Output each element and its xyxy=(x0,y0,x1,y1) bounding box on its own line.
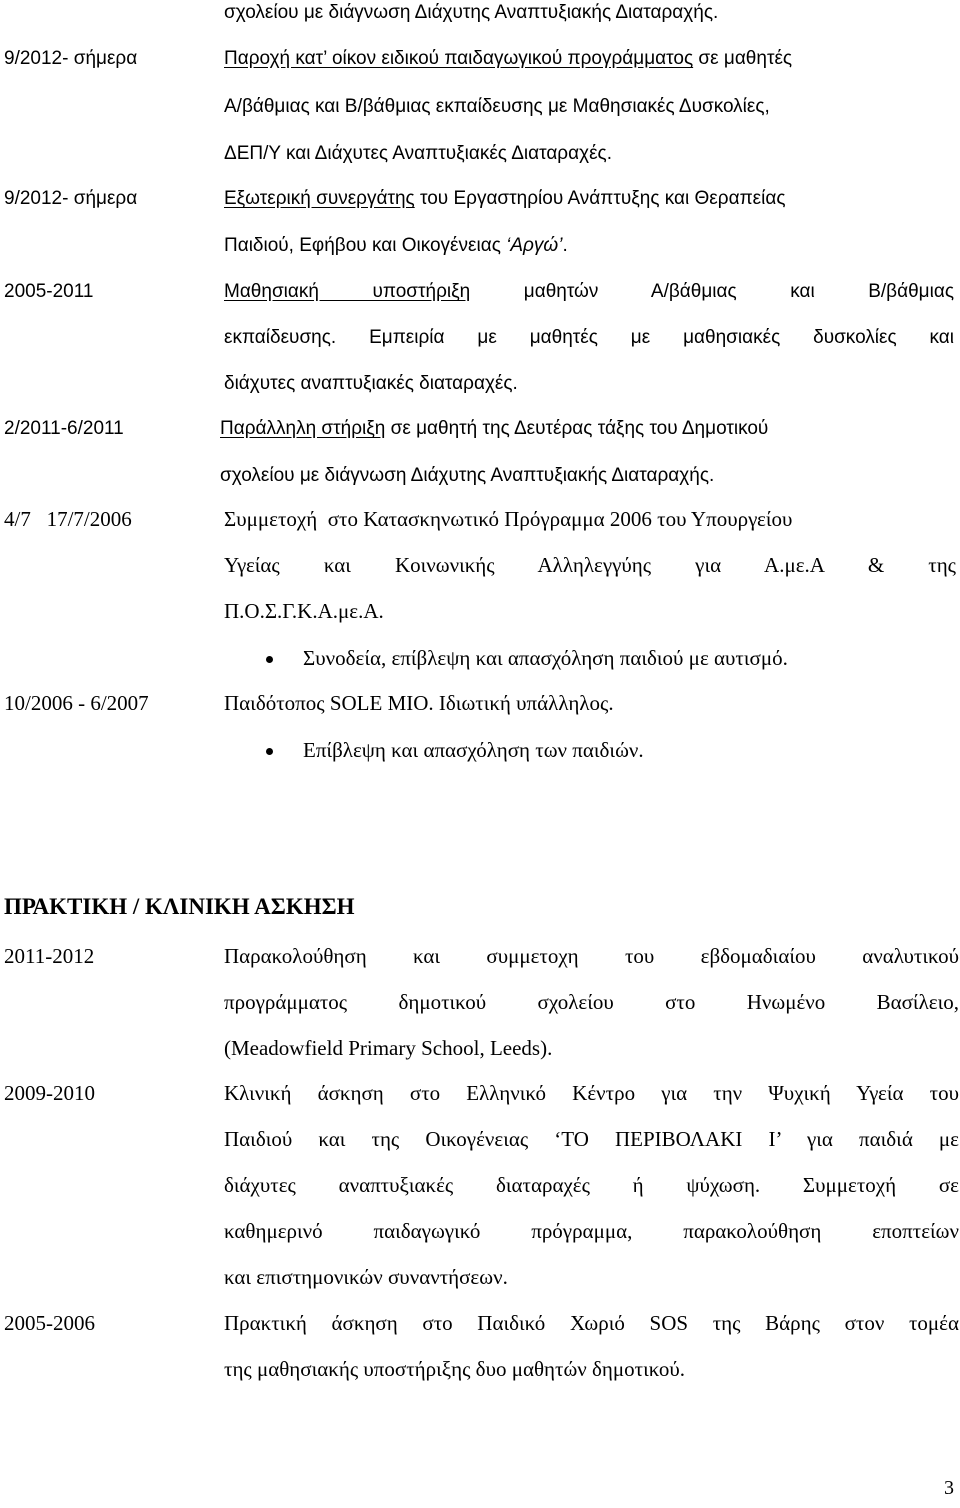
entry-text: εκπαίδευσης. Εμπειρία με μαθητές με μαθησιακές δυσκολίες και xyxy=(224,327,954,348)
entry-line xyxy=(224,282,954,301)
org-name: ‘Αργώ’ xyxy=(506,235,563,256)
entry-line xyxy=(224,1083,959,1104)
bullet-icon xyxy=(266,748,273,755)
entry-text: . xyxy=(562,235,568,256)
entry-line: Παιδότοπος SOLE MIO. Ιδιωτική υπάλληλος. xyxy=(224,691,614,715)
entry-line xyxy=(224,946,959,967)
entry-date: 9/2012- σήμερα xyxy=(4,48,138,69)
entry-line xyxy=(224,236,568,255)
entry-line xyxy=(224,992,959,1013)
entry-text: Παρακολούθηση και συμμετοχη του εβδομαδιαίου αναλυτικού xyxy=(224,944,959,968)
entry-date: 2009-2010 xyxy=(4,1081,95,1105)
entry-line: ΔΕΠ/Υ και Διάχυτες Αναπτυξιακές Διαταραχές. xyxy=(224,143,612,164)
entry-line: Α/βάθμιας και Β/βάθμιας εκπαίδευσης με Μαθησιακές Δυσκολίες, xyxy=(224,96,770,117)
entry-line: και επιστημονικών συναντήσεων. xyxy=(224,1265,508,1289)
entry-date: 2005-2011 xyxy=(4,281,94,302)
page-number: 3 xyxy=(944,1477,954,1499)
entry-text: του Εργαστηρίου Ανάπτυξης και Θεραπείας xyxy=(414,188,786,209)
bullet-icon xyxy=(266,656,273,663)
entry-line: Συμμετοχή στο Κατασκηνωτικό Πρόγραμμα 2006 του Υπουργείου xyxy=(224,507,793,531)
section-heading: ΠΡΑΚΤΙΚΗ / ΚΛΙΝΙΚΗ ΑΣΚΗΣΗ xyxy=(4,894,355,919)
entry-text: μαθητών Α/βάθμιας και Β/βάθμιας xyxy=(470,281,954,302)
entry-title: Παράλληλη στήριξη xyxy=(220,418,386,439)
entry-line xyxy=(224,1313,959,1334)
entry-line xyxy=(224,1175,959,1196)
entry-line xyxy=(224,1221,959,1242)
entry-text: Πρακτική άσκηση στο Παιδικό Χωριό SOS της Βάρης στον τομέα xyxy=(224,1311,959,1335)
entry-date: 2005-2006 xyxy=(4,1311,95,1335)
entry-line xyxy=(224,49,792,68)
entry-line: διάχυτες αναπτυξιακές διαταραχές. xyxy=(224,373,518,394)
entry-text: Υγείας και Κοινωνικής Αλληλεγγύης για Α.με.Α & της xyxy=(224,553,956,577)
entry-date: 10/2006 - 6/2007 xyxy=(4,691,149,715)
entry-text: προγράμματος δημοτικού σχολείου στο Ηνωμένο Βασίλειο, xyxy=(224,990,959,1014)
entry-text: σε μαθητές xyxy=(693,48,793,69)
entry-text: καθημερινό παιδαγωγικό πρόγραμμα, παρακολούθηση εποπτείων xyxy=(224,1219,959,1243)
entry-date: 2011-2012 xyxy=(4,944,95,968)
entry-line: σχολείου με διάγνωση Διάχυτης Αναπτυξιακής Διαταραχής. xyxy=(220,465,715,486)
bullet-item: Επίβλεψη και απασχόληση των παιδιών. xyxy=(303,738,644,762)
entry-line xyxy=(224,328,954,347)
entry-line: (Meadowfield Primary School, Leeds). xyxy=(224,1036,553,1060)
entry-date: 4/7 17/7/2006 xyxy=(4,507,132,531)
entry-text: Παιδιού και της Οικογένειας ‘ΤΟ ΠΕΡΙΒΟΛΑΚΙ Ι’ για παιδιά με xyxy=(224,1127,959,1151)
entry-title: Εξωτερική συνεργάτης xyxy=(224,188,415,209)
entry-title: Μαθησιακή υποστήριξη xyxy=(224,281,471,302)
entry-date: 2/2011-6/2011 xyxy=(4,418,124,439)
entry-line xyxy=(224,189,786,208)
entry-line xyxy=(220,419,768,438)
entry-text: Κλινική άσκηση στο Ελληνικό Κέντρο για την Ψυχική Υγεία του xyxy=(224,1081,959,1105)
entry-line xyxy=(224,1129,959,1150)
entry-title: Παροχή κατ’ οίκον ειδικού παιδαγωγικού προγράμματος xyxy=(224,48,694,69)
entry-line: Π.Ο.Σ.Γ.Κ.Α.με.Α. xyxy=(224,599,384,623)
entry-text: διάχυτες αναπτυξιακές διαταραχές ή ψύχωση. Συμμετοχή σε xyxy=(224,1173,959,1197)
entry-text: σε μαθητή της Δευτέρας τάξης του Δημοτικού xyxy=(385,418,769,439)
continued-line: σχολείου με διάγνωση Διάχυτης Αναπτυξιακής Διαταραχής. xyxy=(224,2,719,23)
entry-date: 9/2012- σήμερα xyxy=(4,188,138,209)
entry-line: της μαθησιακής υποστήριξης δυο μαθητών δημοτικού. xyxy=(224,1357,686,1381)
entry-line xyxy=(224,555,956,576)
entry-text: Παιδιού, Εφήβου και Οικογένειας xyxy=(224,235,507,256)
bullet-item: Συνοδεία, επίβλεψη και απασχόληση παιδιού με αυτισμό. xyxy=(303,646,788,670)
